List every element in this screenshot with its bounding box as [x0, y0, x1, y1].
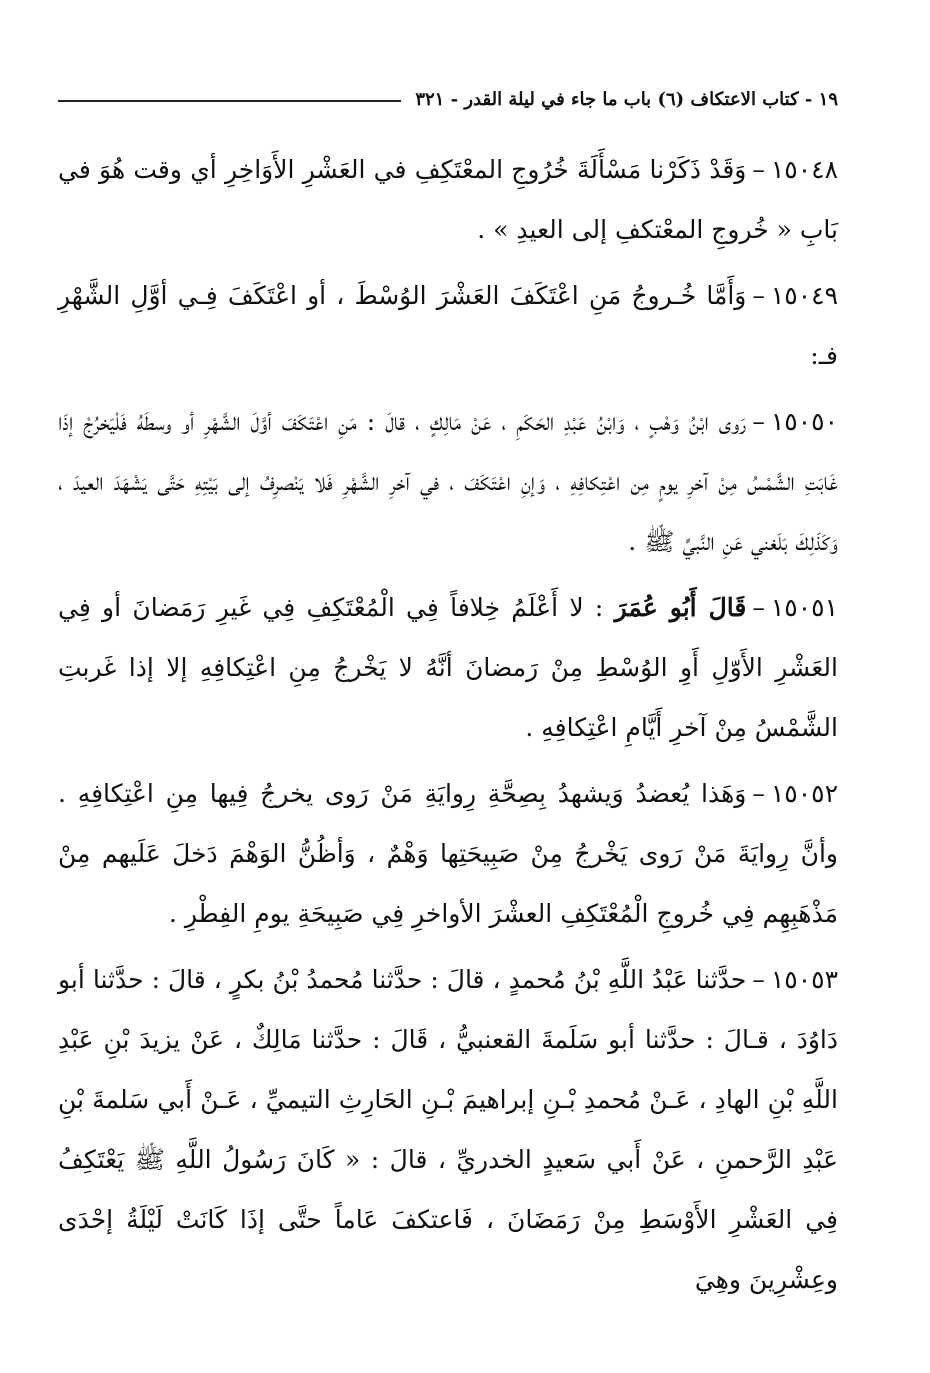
paragraph-15052 — [58, 764, 838, 944]
paragraph-number: ١٥٠٥٢ — [770, 779, 838, 808]
running-header — [58, 78, 838, 120]
page-body — [58, 140, 838, 1310]
paragraph-text: : لا أَعْلَمُ خِلافاً فِي الْمُعْتَكِفِ فِي غَيرِ رَمَضانَ أو فِي العَشْرِ الأَوّلِ أَوِ الوُسْطِ مِنْ رَمضانَ أنَّهُ لا يَخْرجُ مِنِ اعْتِكافِهِ إلا إذا غَربتِ الشَّمْسُ مِنْ آخرِ أَيَّامِ اعْتِكافِهِ . — [58, 593, 838, 742]
header-rule — [58, 100, 401, 102]
running-header-title: ١٩ - كتاب الاعتكاف (٦) باب ما جاء في ليلة القدر - ٣٢١ — [415, 88, 838, 110]
paragraph-text: حدَّثنا عَبْدُ اللَّهِ بْنُ مُحمدٍ ، قالَ : حدَّثنا مُحمدُ بْنُ بكرٍ ، قالَ : حدَّثنا أبو دَاوُدَ ، قـالَ : حدَّثنا أبو سَلَمةَ القعنبيُّ ، قَالَ : حدَّثنا مَالِكٌ ، عَنْ يزيدَ بْنِ عَبْدِ اللَّهِ بْنِ الهادِ ، عَـنْ مُحمدِ بْـنِ إبراهيمَ بْـنِ الحَارِثِ التيميِّ ، عَـنْ أَبي سَلمةَ بْنِ عَبْدِ الرَّحمنِ ، عَنْ أَبي سَعيدٍ الخدريِّ ، قالَ : « كَانَ رَسُولُ اللَّهِ ﷺ يَعْتَكِفُ فِي العَشْرِ الأَوْسَطِ مِنْ رَمَضَانَ ، فَاعتكفَ عَاماً حتَّى إذَا كَانَتْ لَيْلَةُ إحْدَى وعِشْرِينَ وهِيَ — [58, 965, 838, 1294]
paragraph-dash: – — [752, 281, 765, 310]
paragraph-15048 — [58, 140, 838, 260]
paragraph-15053 — [58, 950, 838, 1310]
paragraph-text: وَهَذا يُعضدُ وَيشهدُ بِصِحَّةِ رِوايَةِ مَنْ رَوى يخرجُ فِيها مِنِ اعْتِكافِهِ . وأنَّ رِوايَةَ مَنْ رَوى يَخْرجُ مِنْ صَبِيحَتِها وَهْمٌ ، وَأظُنُّ الوَهْمَ دَخلَ عَلَيهم مِنْ مَذْهَبِهِم فِي خُروجِ الْمُعْتَكِفِ العشْرَ الأواخرِ فِي صَبِيحَةِ يومِ الفِطْرِ . — [58, 779, 838, 928]
paragraph-dash: – — [752, 965, 765, 994]
book-page — [58, 78, 838, 1316]
paragraph-dash: – — [752, 593, 765, 622]
paragraph-number: ١٥٠٥٣ — [770, 965, 838, 994]
paragraph-15050 — [58, 392, 838, 572]
paragraph-text: وَقَدْ ذَكَرْنا مَسْأَلَةَ خُرُوجِ المعْتَكِفِ في العَشْرِ الأَوَاخِرِ أي وقت هُوَ في بَابِ « خُروجِ المعْتكفِ إلى العيدِ » . — [58, 155, 838, 244]
paragraph-text: وَأَمَّا خُـروجُ مَنِ اعْتَكَفَ العَشْرَ الوُسْطَ ، أو اعْتَكَفَ فِـي أوَّلِ الشَّهْرِ فـ: — [58, 281, 838, 370]
paragraph-dash: – — [752, 155, 765, 184]
paragraph-number: ١٥٠٥١ — [770, 593, 839, 622]
paragraph-number: ١٥٠٤٨ — [770, 155, 838, 184]
paragraph-number: ١٥٠٥٠ — [770, 407, 838, 436]
paragraph-text: رَوى ابْنُ وَهْبٍ ، وَابْنُ عَبْدِ الحَكَمِ ، عَنْ مَالِكٍ ، قالَ : مَنِ اعْتَكَفَ أوَّلَ الشَّهْرِ أو وسطَهُ فَلْيَخرُجْ إذَا غَابَتِ الشَّمْسُ مِنْ آخرِ يومٍ مِن اعْتِكافِهِ ، وَإنِ اعْتَكَفَ ، في آخرِ الشَّهْرِ فَلا يَنْصرِفُ إلى بَيْتِهِ حَتَّى يَشْهَدَ العيدَ ، وَكَذَلِكَ بَلَغني عَنِ النَّبيِّ ﷺ . — [58, 407, 838, 556]
paragraph-15051 — [58, 578, 838, 758]
paragraph-bold-lead: قَالَ أَبُو عُمَرَ — [614, 593, 747, 622]
paragraph-dash: – — [752, 779, 765, 808]
paragraph-dash: – — [752, 407, 765, 436]
paragraph-number: ١٥٠٤٩ — [770, 281, 838, 310]
paragraph-15049 — [58, 266, 838, 386]
